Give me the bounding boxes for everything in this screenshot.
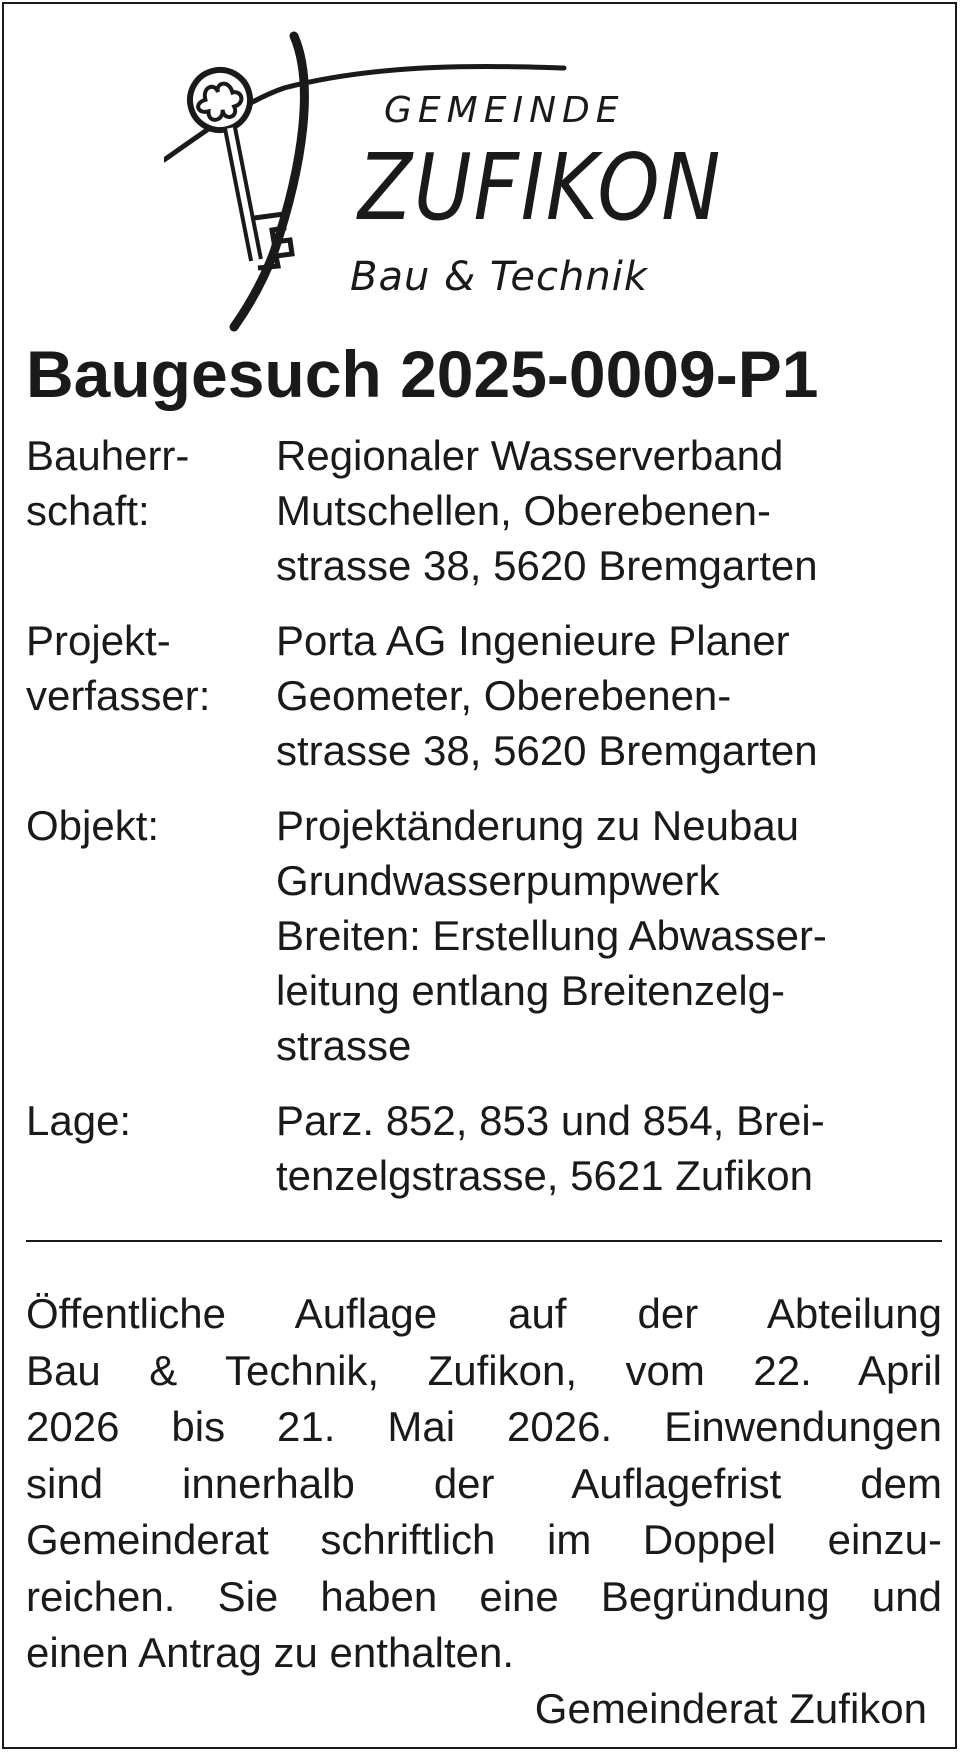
detail-value <box>276 613 946 778</box>
detail-value-line: Breiten: Erstellung Abwasser- <box>276 912 827 959</box>
detail-value-line: strasse 38, 5620 Bremgarten <box>276 542 818 589</box>
detail-row-lage <box>26 1093 946 1203</box>
detail-value-line: Porta AG Ingenieure Planer <box>276 617 790 664</box>
detail-value <box>276 428 946 593</box>
detail-label <box>26 428 276 593</box>
notice-line: 2026 bis 21. Mai 2026. Einwendungen <box>26 1403 942 1450</box>
notice-line: reichen. Sie haben eine Begründung und <box>26 1572 942 1620</box>
detail-label <box>26 1093 276 1203</box>
detail-value-line: Grundwasserpumpwerk <box>276 857 720 904</box>
detail-value-line: strasse 38, 5620 Bremgarten <box>276 727 818 774</box>
detail-value-line: Geometer, Oberebenen- <box>276 672 732 719</box>
municipality-logo <box>164 22 804 337</box>
notice-line: Öffentliche Auflage auf der Abteilung <box>26 1290 942 1337</box>
page-title: Baugesuch 2025-0009-P1 <box>26 337 819 411</box>
detail-value-line: Regionaler Wasserverband <box>276 432 784 479</box>
detail-value <box>276 798 946 1073</box>
detail-label-line: verfasser: <box>26 672 211 719</box>
detail-value-line: tenzelgstrasse, 5621 Zufikon <box>276 1152 813 1199</box>
detail-value-line: leitung entlang Breitenzelg- <box>276 967 786 1014</box>
application-details <box>26 428 946 1223</box>
detail-label-line: Projekt- <box>26 617 171 664</box>
detail-row-objekt <box>26 798 946 1073</box>
document-frame <box>2 2 957 1749</box>
section-divider <box>26 1240 942 1242</box>
detail-label-line: Objekt: <box>26 802 160 849</box>
notice-line: Bau & Technik, Zufikon, vom 22. April <box>26 1346 942 1394</box>
notice-line: einen Antrag zu enthalten. <box>26 1629 515 1676</box>
detail-row-bauherrschaft <box>26 428 946 593</box>
detail-label-line: Lage: <box>26 1097 132 1144</box>
detail-label <box>26 613 276 778</box>
detail-value <box>276 1093 946 1203</box>
logo-municipality-name: ZUFIKON <box>358 134 723 241</box>
public-notice-paragraph <box>26 1286 942 1682</box>
logo-department-text: Bau & Technik <box>350 254 648 300</box>
detail-label-line: Bauherr- <box>26 432 190 479</box>
detail-value-line: strasse <box>276 1022 412 1069</box>
notice-line: Gemeinderat schriftlich im Doppel einzu- <box>26 1516 942 1563</box>
notice-line: sind innerhalb der Auflagefrist dem <box>26 1459 942 1507</box>
logo-gemeinde-text: GEMEINDE <box>384 90 625 131</box>
detail-label-line: schaft: <box>26 487 150 534</box>
signature: Gemeinderat Zufikon <box>534 1685 927 1732</box>
detail-value-line: Projektänderung zu Neubau <box>276 802 800 849</box>
detail-value-line: Mutschellen, Oberebenen- <box>276 487 771 534</box>
detail-row-projektverfasser <box>26 613 946 778</box>
detail-value-line: Parz. 852, 853 und 854, Brei- <box>276 1097 825 1144</box>
detail-label <box>26 798 276 1073</box>
